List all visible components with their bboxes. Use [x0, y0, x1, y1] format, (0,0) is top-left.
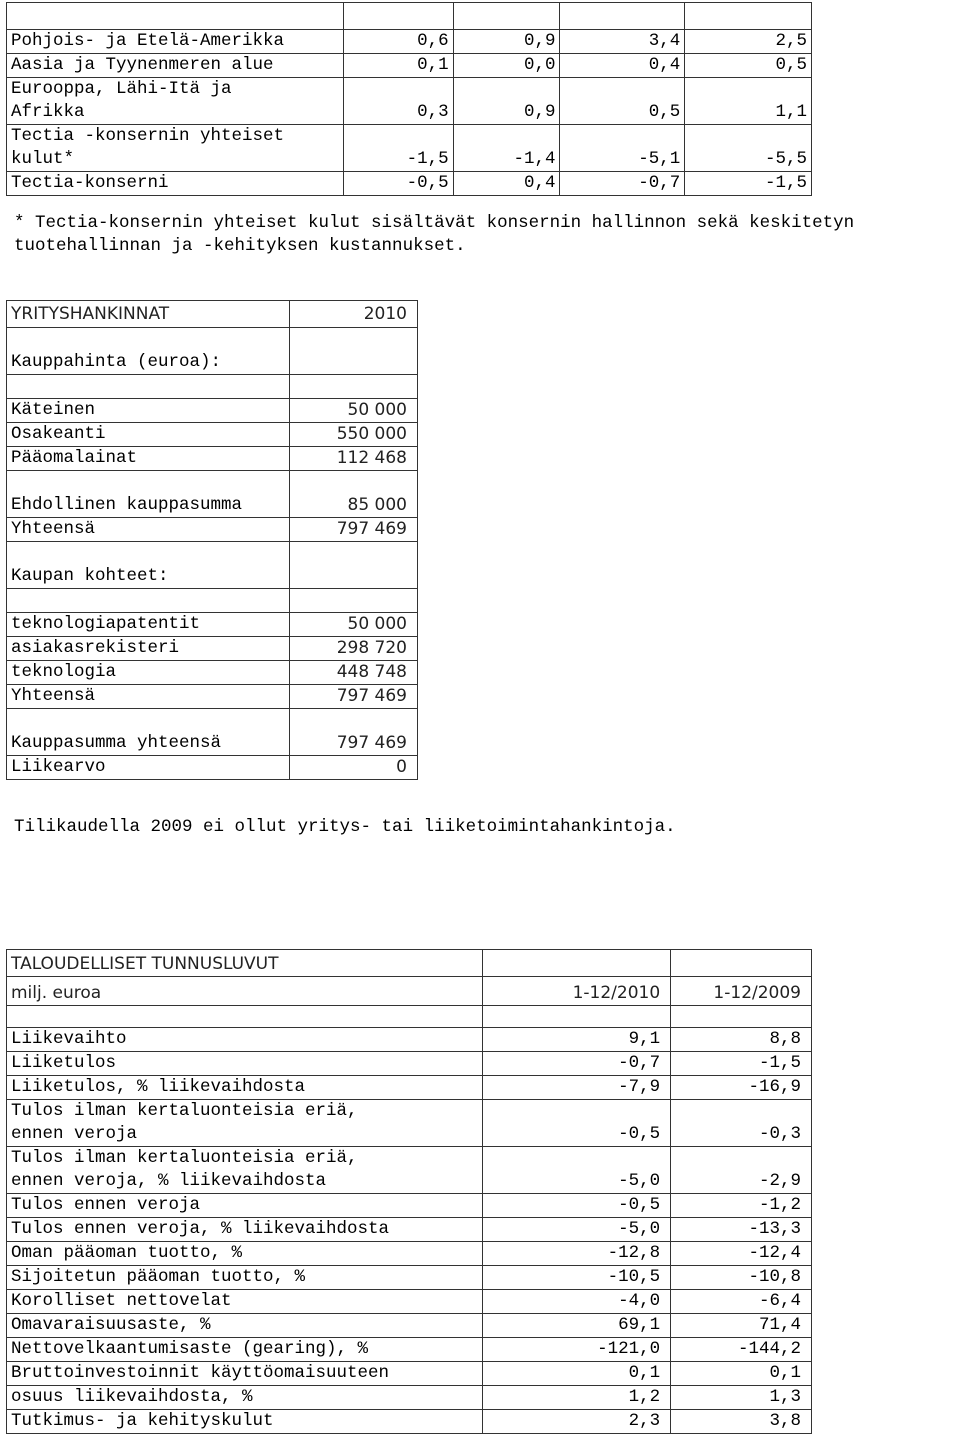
kpi-title: TALOUDELLISET TUNNUSLUVUT	[7, 950, 483, 977]
loans-value: 112 468	[289, 447, 418, 471]
total1-label: Yhteensä	[7, 518, 290, 542]
kpi-value: 1,2	[482, 1386, 671, 1410]
kpi-row	[7, 1242, 812, 1266]
segment-footnote	[14, 212, 960, 258]
segment-value: 2,5	[685, 30, 812, 54]
patents-value: 50 000	[289, 613, 418, 637]
goodwill-value: 0	[289, 756, 418, 780]
contingent-label: Ehdollinen kauppasumma	[7, 471, 290, 518]
kpi-label-line: Liiketulos, % liikevaihdosta	[11, 1077, 306, 1097]
key-figures-table	[6, 949, 812, 1434]
kpi-value: 0,1	[671, 1362, 812, 1386]
segment-label-line: Afrikka	[11, 102, 85, 122]
acq-row	[7, 709, 418, 756]
kpi-value: -4,0	[482, 1290, 671, 1314]
kpi-value: -121,0	[482, 1338, 671, 1362]
total1-value: 797 469	[289, 518, 418, 542]
patents-label: teknologiapatentit	[7, 613, 290, 637]
segment-row	[7, 30, 812, 54]
segment-value: 0,4	[453, 172, 560, 196]
kpi-row	[7, 1194, 812, 1218]
segment-value: 0,1	[343, 54, 453, 78]
kpi-label-line: Sijoitetun pääoman tuotto, %	[11, 1267, 306, 1287]
segment-label	[7, 30, 344, 54]
segment-value: -1,4	[453, 125, 560, 172]
acq-row	[7, 661, 418, 685]
kpi-row	[7, 1386, 812, 1410]
segment-row	[7, 125, 812, 172]
segment-value: 3,4	[560, 30, 685, 54]
segment-value: 0,4	[560, 54, 685, 78]
acq-row	[7, 399, 418, 423]
kpi-row	[7, 1410, 812, 1434]
kpi-row	[7, 1266, 812, 1290]
cash-label: Käteinen	[7, 399, 290, 423]
segment-value: -5,5	[685, 125, 812, 172]
acq-year: 2010	[289, 301, 418, 328]
contingent-value: 85 000	[289, 471, 418, 518]
total2-label: Yhteensä	[7, 685, 290, 709]
segment-value: 0,9	[453, 78, 560, 125]
kpi-value: -5,0	[482, 1147, 671, 1194]
kpi-label	[7, 1410, 483, 1434]
segment-label-line: Pohjois- ja Etelä-Amerikka	[11, 31, 285, 51]
targets-label: Kaupan kohteet:	[7, 542, 290, 589]
acq-row	[7, 423, 418, 447]
footnote-line-2: tuotehallinnan ja -kehityksen kustannukset.	[14, 236, 466, 256]
segment-value: 0,6	[343, 30, 453, 54]
segment-value	[685, 3, 812, 30]
kpi-value: -12,4	[671, 1242, 812, 1266]
kpi-value: -2,9	[671, 1147, 812, 1194]
segment-label	[7, 172, 344, 196]
kpi-value: -144,2	[671, 1338, 812, 1362]
goodwill-label: Liikearvo	[7, 756, 290, 780]
segment-label-line: Tectia -konsernin yhteiset	[11, 126, 285, 146]
deal-total-label: Kauppasumma yhteensä	[7, 709, 290, 756]
technology-label: teknologia	[7, 661, 290, 685]
segment-row	[7, 78, 812, 125]
kpi-label	[7, 1242, 483, 1266]
acq-row	[7, 637, 418, 661]
share-issue-label: Osakeanti	[7, 423, 290, 447]
kpi-row	[7, 1147, 812, 1194]
deal-total-value: 797 469	[289, 709, 418, 756]
kpi-value: -5,0	[482, 1218, 671, 1242]
kpi-unit: milj. euroa	[7, 977, 483, 1006]
segment-value	[453, 3, 560, 30]
kpi-value: -1,5	[671, 1052, 812, 1076]
kpi-label-line: Tulos ilman kertaluonteisia eriä,	[11, 1148, 358, 1168]
segment-label	[7, 78, 344, 125]
kpi-label-line: Korolliset nettovelat	[11, 1291, 232, 1311]
kpi-col-2009: 1-12/2009	[671, 977, 812, 1006]
segment-label	[7, 3, 344, 30]
kpi-value: -10,8	[671, 1266, 812, 1290]
segment-label-line: Aasia ja Tyynenmeren alue	[11, 55, 274, 75]
kpi-value: -1,2	[671, 1194, 812, 1218]
segment-value: 0,9	[453, 30, 560, 54]
kpi-value: 8,8	[671, 1028, 812, 1052]
acq-row	[7, 542, 418, 589]
kpi-row	[7, 1218, 812, 1242]
segment-value: 0,5	[560, 78, 685, 125]
kpi-label-line: Bruttoinvestoinnit käyttöomaisuuteen	[11, 1363, 390, 1383]
segment-row	[7, 54, 812, 78]
kpi-value: -10,5	[482, 1266, 671, 1290]
acquisitions-table	[6, 300, 418, 780]
segment-value: 0,3	[343, 78, 453, 125]
acquisitions-note: Tilikaudella 2009 ei ollut yritys- tai liiketoimintahankintoja.	[14, 817, 676, 837]
kpi-label-line: Tulos ennen veroja, % liikevaihdosta	[11, 1219, 390, 1239]
kpi-value: -12,8	[482, 1242, 671, 1266]
segment-value: 1,1	[685, 78, 812, 125]
kpi-label	[7, 1386, 483, 1410]
kpi-value: -0,3	[671, 1100, 812, 1147]
segment-label-line: Eurooppa, Lähi-Itä ja	[11, 79, 232, 99]
kpi-label	[7, 1100, 483, 1147]
kpi-label-line: Liikevaihto	[11, 1029, 127, 1049]
kpi-value: 9,1	[482, 1028, 671, 1052]
segment-value: 0,5	[685, 54, 812, 78]
kpi-row	[7, 1100, 812, 1147]
segment-label-line: kulut*	[11, 149, 75, 169]
segment-row	[7, 172, 812, 196]
kpi-label-line: Omavaraisuusaste, %	[11, 1315, 211, 1335]
kpi-value: 71,4	[671, 1314, 812, 1338]
segment-results-table	[6, 2, 812, 196]
kpi-label-line: ennen veroja	[11, 1124, 138, 1144]
acq-row	[7, 756, 418, 780]
segment-value: -0,5	[343, 172, 453, 196]
kpi-label	[7, 1028, 483, 1052]
segment-value	[343, 3, 453, 30]
kpi-label	[7, 1147, 483, 1194]
kpi-label-line: Oman pääoman tuotto, %	[11, 1243, 243, 1263]
acq-blank-row	[7, 375, 418, 399]
kpi-label	[7, 1266, 483, 1290]
kpi-value: -0,7	[482, 1052, 671, 1076]
technology-value: 448 748	[289, 661, 418, 685]
kpi-label	[7, 1194, 483, 1218]
cash-value: 50 000	[289, 399, 418, 423]
kpi-label-line: Tulos ennen veroja	[11, 1195, 201, 1215]
acq-row	[7, 471, 418, 518]
kpi-row	[7, 1052, 812, 1076]
loans-label: Pääomalainat	[7, 447, 290, 471]
kpi-value: 69,1	[482, 1314, 671, 1338]
kpi-label	[7, 1218, 483, 1242]
kpi-header-row	[7, 977, 812, 1006]
kpi-value: -0,5	[482, 1100, 671, 1147]
kpi-value: 1,3	[671, 1386, 812, 1410]
kpi-value: -16,9	[671, 1076, 812, 1100]
kpi-value: 3,8	[671, 1410, 812, 1434]
kpi-row	[7, 1314, 812, 1338]
kpi-value: 2,3	[482, 1410, 671, 1434]
kpi-label-line: Liiketulos	[11, 1053, 117, 1073]
purchase-price-label: Kauppahinta (euroa):	[7, 328, 290, 375]
acq-blank-row	[7, 589, 418, 613]
kpi-label	[7, 1338, 483, 1362]
kpi-label-line: Tulos ilman kertaluonteisia eriä,	[11, 1101, 358, 1121]
kpi-label	[7, 1290, 483, 1314]
customers-value: 298 720	[289, 637, 418, 661]
acq-row	[7, 613, 418, 637]
kpi-value: -7,9	[482, 1076, 671, 1100]
footnote-line-1: * Tectia-konsernin yhteiset kulut sisältävät konsernin hallinnon sekä keskitetyn	[14, 213, 855, 233]
kpi-label	[7, 1076, 483, 1100]
acq-row	[7, 685, 418, 709]
acq-row	[7, 447, 418, 471]
acq-row	[7, 328, 418, 375]
kpi-value: -13,3	[671, 1218, 812, 1242]
acq-title: YRITYSHANKINNAT	[7, 301, 290, 328]
kpi-gap-row	[7, 1006, 812, 1028]
kpi-label	[7, 1362, 483, 1386]
kpi-label-line: Tutkimus- ja kehityskulut	[11, 1411, 274, 1431]
kpi-label	[7, 1052, 483, 1076]
segment-label	[7, 54, 344, 78]
kpi-label-line: Nettovelkaantumisaste (gearing), %	[11, 1339, 369, 1359]
kpi-value: 0,1	[482, 1362, 671, 1386]
kpi-label	[7, 1314, 483, 1338]
segment-value	[560, 3, 685, 30]
segment-value: -1,5	[685, 172, 812, 196]
kpi-row	[7, 1290, 812, 1314]
kpi-title-row	[7, 950, 812, 977]
kpi-row	[7, 1362, 812, 1386]
segment-row	[7, 3, 812, 30]
kpi-label-line: osuus liikevaihdosta, %	[11, 1387, 253, 1407]
acq-row	[7, 518, 418, 542]
kpi-value: -6,4	[671, 1290, 812, 1314]
share-issue-value: 550 000	[289, 423, 418, 447]
segment-value: -5,1	[560, 125, 685, 172]
kpi-row	[7, 1076, 812, 1100]
kpi-row	[7, 1338, 812, 1362]
acq-header-row	[7, 301, 418, 328]
kpi-value: -0,5	[482, 1194, 671, 1218]
total2-value: 797 469	[289, 685, 418, 709]
segment-value: -1,5	[343, 125, 453, 172]
kpi-label-line: ennen veroja, % liikevaihdosta	[11, 1171, 327, 1191]
kpi-col-2010: 1-12/2010	[482, 977, 671, 1006]
segment-label	[7, 125, 344, 172]
segment-label-line: Tectia-konserni	[11, 173, 169, 193]
kpi-row	[7, 1028, 812, 1052]
segment-value: 0,0	[453, 54, 560, 78]
segment-value: -0,7	[560, 172, 685, 196]
customers-label: asiakasrekisteri	[7, 637, 290, 661]
